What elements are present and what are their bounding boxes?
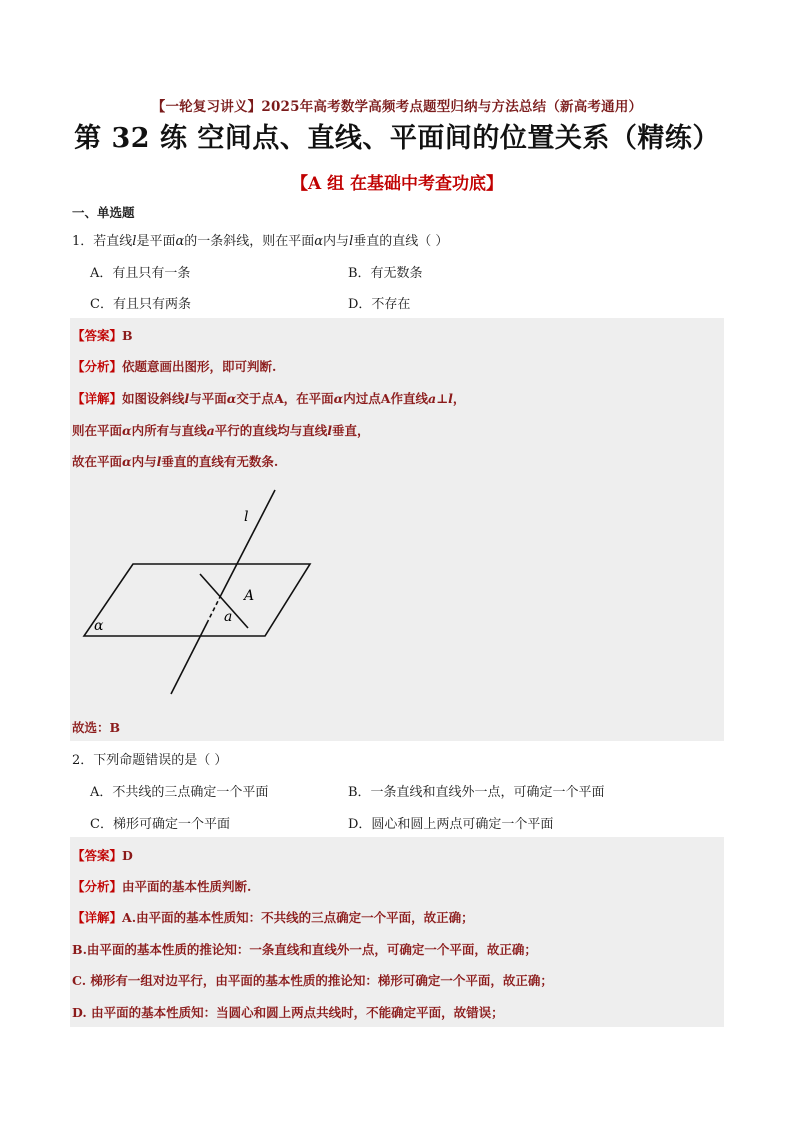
series-header: 【一轮复习讲义】2025年高考数学高频考点题型归纳与方法总结（新高考通用） xyxy=(151,99,643,115)
q1-option-a: A．有且只有一条 xyxy=(90,266,191,281)
q2-analysis: 【分析】由平面的基本性质判断. xyxy=(72,879,252,894)
q1-conclusion: 故选：B xyxy=(72,720,121,735)
label-A: A xyxy=(244,588,255,604)
q2-answer: 【答案】D xyxy=(72,848,133,863)
group-title: 【A 组 在基础中考查功底】 xyxy=(290,174,504,194)
section-label: 一、单选题 xyxy=(72,205,135,220)
q1-detail-line-2: 则在平面α内所有与直线a平行的直线均与直线l垂直， xyxy=(72,423,370,438)
q1-option-b: B．有无数条 xyxy=(348,266,423,281)
q1-detail-line-3: 故在平面α内与l垂直的直线有无数条. xyxy=(72,454,279,469)
q2-option-a: A．不共线的三点确定一个平面 xyxy=(90,785,269,800)
q1-analysis: 【分析】依题意画出图形，即可判断. xyxy=(72,359,277,374)
q1-detail-line-1: 【详解】如图设斜线l与平面α交于点A，在平面α内过点A作直线a⊥l， xyxy=(72,391,466,406)
label-l: l xyxy=(244,509,249,525)
q2-detail-line-3: C. 梯形有一组对边平行，由平面的基本性质的推论知：梯形可确定一个平面，故正确； xyxy=(72,973,553,988)
q1-answer: 【答案】B xyxy=(72,328,133,343)
q2-solution-block xyxy=(70,837,724,1027)
q1-option-c: C．有且只有两条 xyxy=(90,297,191,312)
plane-alpha-shape xyxy=(84,564,310,636)
label-a: a xyxy=(224,609,233,625)
q2-option-b: B．一条直线和直线外一点，可确定一个平面 xyxy=(348,785,605,800)
question-2-stem: 2．下列命题错误的是（ ） xyxy=(72,753,228,768)
question-1-stem: 1．若直线l是平面α的一条斜线，则在平面α内与l垂直的直线（ ） xyxy=(72,234,449,249)
page-title: 第 32 练 空间点、直线、平面间的位置关系（精练） xyxy=(74,123,720,154)
q2-detail-line-2: B.由平面的基本性质的推论知：一条直线和直线外一点，可确定一个平面，故正确； xyxy=(72,942,537,957)
label-alpha: α xyxy=(94,618,104,634)
plane-line-figure xyxy=(70,478,724,710)
q2-option-d: D．圆心和圆上两点可确定一个平面 xyxy=(348,817,554,832)
q1-option-d: D．不存在 xyxy=(348,297,411,312)
line-l-hidden-segment xyxy=(208,595,221,621)
q2-option-c: C．梯形可确定一个平面 xyxy=(90,817,230,832)
line-l-upper xyxy=(221,490,275,595)
line-l-lower xyxy=(171,621,208,694)
q2-detail-line-4: D. 由平面的基本性质知：当圆心和圆上两点共线时，不能确定平面，故错误； xyxy=(72,1005,504,1020)
q2-detail-line-1: 【详解】A.由平面的基本性质知：不共线的三点确定一个平面，故正确； xyxy=(72,910,474,925)
